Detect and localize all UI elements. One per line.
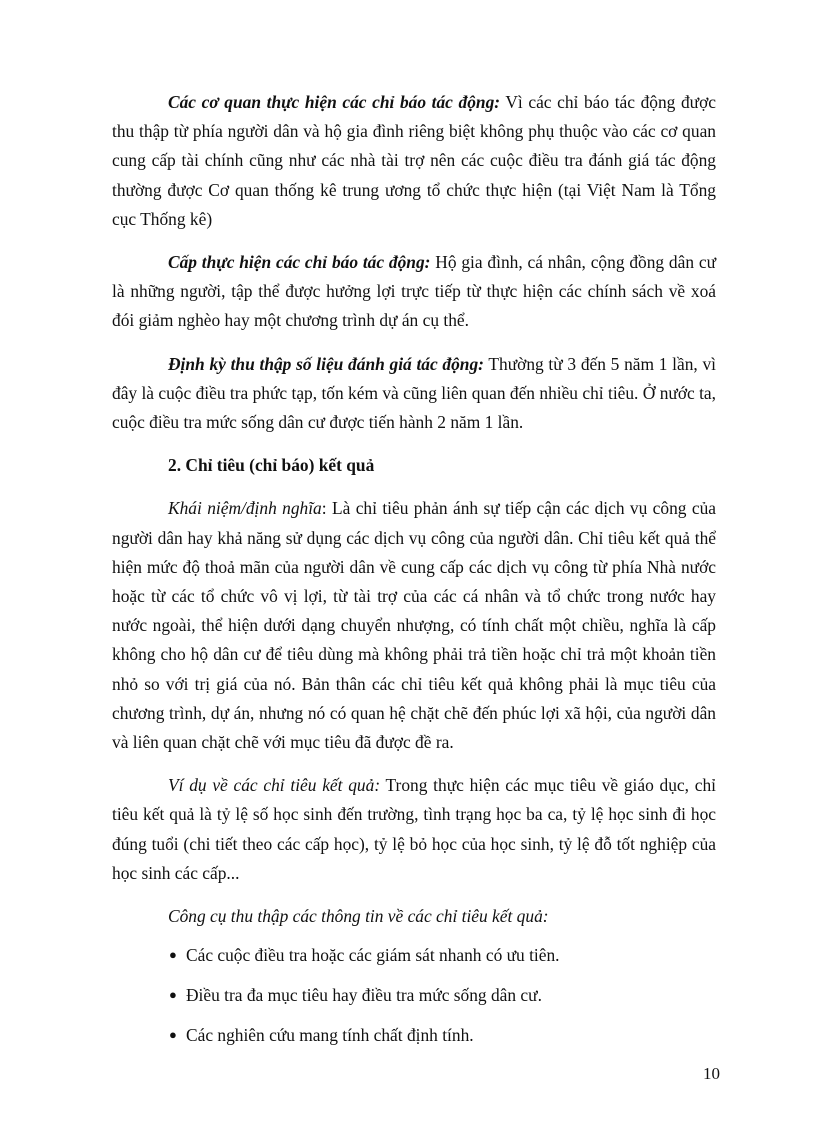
paragraph-body: Trong thực hiện các mục tiêu về giáo dục, chỉ tiêu kết quả là tỷ lệ số học sinh đến trường, tình trạng học ba ca, tỷ lệ học sinh đi học đúng tuổi (chi tiết theo các cấp học), tỷ lệ bỏ học của học sinh, tỷ lệ đỗ tốt nghiệp của học sinh các cấp... — [112, 775, 716, 883]
paragraph-lead: Các cơ quan thực hiện các chỉ báo tác động: — [168, 92, 501, 112]
paragraph-body: Vì các chỉ báo tác động được thu thập từ phía người dân và hộ gia đình riêng biệt không phụ thuộc vào các cơ quan cung cấp tài chính cũng như các nhà tài trợ nên các cuộc điều tra đánh giá tác động thường được Cơ quan thống kê trung ương tổ chức thực hiện (tại Việt Nam là Tổng cục Thống kê) — [112, 92, 717, 229]
section-heading: 2. Chỉ tiêu (chỉ báo) kết quả — [168, 455, 375, 476]
list-item — [112, 941, 716, 969]
list-item-text: Điều tra đa mục tiêu hay điều tra mức sống dân cư. — [186, 985, 542, 1006]
paragraph-implementing-agencies — [112, 88, 716, 234]
list-item — [112, 981, 716, 1009]
list-item-text: Các nghiên cứu mang tính chất định tính. — [186, 1025, 474, 1046]
paragraph-body: Thường từ 3 đến 5 năm 1 lần, vì đây là cuộc điều tra phức tạp, tốn kém và cũng liên quan đến nhiều chỉ tiêu. Ở nước ta, cuộc điều tra mức sống dân cư được tiến hành 2 năm 1 lần. — [112, 353, 716, 433]
paragraph-body: : Là chỉ tiêu phản ánh sự tiếp cận các dịch vụ công của người dân hay khả năng sử dụng các dịch vụ công của người dân. Chỉ tiêu kết quả thể hiện mức độ thoả mãn của người dân về cung cấp các dịch vụ công từ phía Nhà nước hoặc từ các tổ chức vô vị lợi, từ tài trợ của các cá nhân và tổ chức trong nước hay nước ngoài, thể hiện dưới dạng chuyển nhượng, có tính chất một chiều, nghĩa là cấp không cho hộ dân cư để tiêu dùng mà không phải trả tiền hoặc chỉ trả một khoản tiền nhỏ so với trị giá của nó. Bản thân các chỉ tiêu kết quả không phải là mục tiêu của chương trình, dự án, nhưng nó có quan hệ chặt chẽ đến phúc lợi xã hội, của người dân và liên quan chặt chẽ với mục tiêu đã được đề ra. — [112, 498, 716, 753]
page-number: 10 — [703, 1064, 720, 1083]
paragraph-body: Hộ gia đình, cá nhân, cộng đồng dân cư là những người, tập thể được hưởng lợi trực tiếp từ thực hiện các chính sách về xoá đói giảm nghèo hay một chương trình dự án cụ thể. — [112, 252, 716, 331]
bullet-list — [112, 941, 716, 1049]
paragraph-implementation-level — [112, 248, 716, 336]
paragraph-collection-tools: Công cụ thu thập các thông tin về các chỉ tiêu kết quả: — [168, 906, 549, 927]
list-item-text: Các cuộc điều tra hoặc các giám sát nhanh có ưu tiên. — [186, 945, 560, 966]
bullet-icon: ● — [169, 1027, 177, 1043]
paragraph-definition — [112, 494, 716, 757]
document-page — [112, 88, 716, 1061]
bullet-icon: ● — [169, 987, 177, 1003]
paragraph-collection-frequency — [112, 350, 716, 438]
paragraph-lead: Khái niệm/định nghĩa — [168, 498, 322, 519]
paragraph-lead: Định kỳ thu thập số liệu đánh giá tác động: — [168, 353, 484, 374]
paragraph-examples — [112, 771, 716, 888]
list-item — [112, 1021, 716, 1049]
paragraph-lead: Cấp thực hiện các chỉ báo tác động: — [168, 252, 431, 273]
bullet-icon: ● — [169, 947, 177, 963]
paragraph-lead: Ví dụ về các chỉ tiêu kết quả: — [168, 775, 381, 796]
